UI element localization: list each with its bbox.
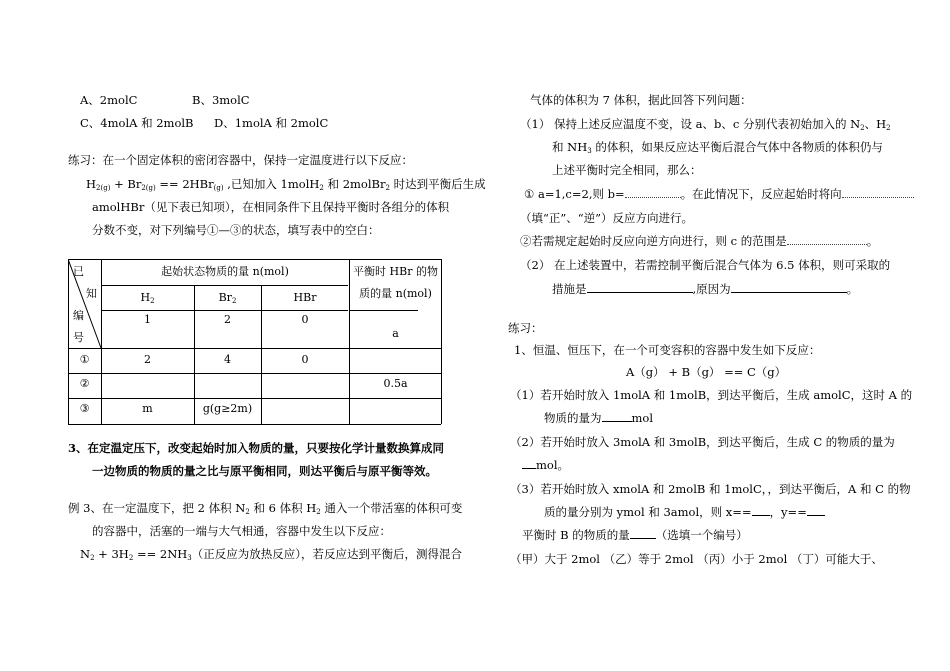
header-eq-hbr-line2: 质的量 n(mol) [359,287,432,300]
row1-br2: 4 [224,353,231,366]
answer-blank-c-range[interactable] [787,235,867,245]
option-c: C、4molA 和 2molB [80,116,194,130]
practice-line3: 分数不变，对下列编号①—③的状态，填写表中的空白： [92,223,380,237]
answer-blank-a-amount[interactable] [602,410,632,422]
row3-label: ③ [79,402,90,415]
row1-label: ① [79,353,90,366]
equilibrium-table [68,259,441,424]
p2-q3-line-a: （3）若开始时放入 xmolA 和 2molB 和 1molC，，到达平衡后，A 和 C 的物 [510,482,911,496]
header-start-amount: 起始状态物质的量 n(mol) [161,265,289,278]
example3-line1: 例 3、在一定温度下，把 2 体积 $N_2$ 和 6 体积 $H_2$ 通入一个带活塞的体积可变 [68,501,463,516]
q1-sub2-line: ②若需规定起始时反应向逆方向进行，则 c 的范围是 。 [520,234,879,248]
p2-q3-line-b: 质的量分别为 ymol 和 3amol，则 x== ，y== [544,504,825,520]
col-hbr: HBr [293,291,317,304]
row3-h2: m [142,402,153,415]
answer-blank-b[interactable] [625,188,681,198]
p2-q2-line-b: mol。 [522,457,569,473]
reaction-equation-line: $H_{2(g)} + Br_{2(g)} == 2HBr_{(g)}$ ,已知加入 1molH$_2$ 和 2molBr$_2$ 时达到平衡后生成 [86,177,486,192]
p2-q3-line-d: （甲）大于 2mol （乙）等于 2mol （丙）小于 2mol （丁）可能大于、 [510,552,883,566]
corner-label-zhi: 知 [86,287,97,300]
q1-line-c: 上述平衡时完全相同，那么： [552,163,702,177]
q1-line-b: 和 $NH_3$ 的体积，如果反应达平衡后混合气体中各物质的体积仍与 [552,140,883,155]
q1-sub1-line: ① a=1,c=2,则 b= 。在此情况下，反应起始时将向 [524,186,914,202]
col-h2: $H_2$ [140,291,155,305]
row1-hbr: 0 [301,353,309,366]
q1-sub1-line2: （填“正”、“逆”）反应方向进行。 [520,211,694,225]
known-hbr: 0 [301,313,309,326]
answer-blank-reason[interactable] [731,281,847,293]
answer-blank-c-amount[interactable] [522,457,536,469]
answer-blank-choice[interactable] [630,527,656,539]
answer-blank-x[interactable] [752,504,770,516]
answer-blank-y[interactable] [807,504,825,516]
practice2-title: 练习： [508,321,543,335]
right-line1: 气体的体积为 7 体积，据此回答下列问题： [530,93,752,107]
row3-br2: g(g≥2m) [202,402,253,415]
p2-q1-line-a: （1）若开始时放入 1molA 和 1molB，到达平衡后，生成 amolC，这时 A 的 [510,388,913,402]
point3-line1: 3、在定温定压下，改变起始时加入物质的量，只要按化学计量数换算成同 [68,441,444,455]
p2-q3-line-c: 平衡时 B 的物质的量 （选填一个编号） [522,528,748,542]
point3-line2: 一边物质的物质的量之比与原平衡相同，则达平衡后与原平衡等效。 [92,464,437,478]
example3-equation: $N_2 + 3H_2 == 2NH_3$（正反应为放热反应），若反应达到平衡后，测得混合 [80,547,463,562]
header-eq-hbr-line1: 平衡时 HBr 的物 [353,265,438,278]
col-br2: $Br_2$ [218,291,237,305]
option-a: A、2molC [80,93,138,107]
option-d: D、1molA 和 2molC [214,116,329,130]
row2-eq: 0.5a [383,377,408,390]
practice-intro: 练习：在一个固定体积的密闭容器中，保持一定温度进行以下反应： [68,153,413,167]
practice-line2: amolHBr（见下表已知项），在相同条件下且保持平衡时各组分的体积 [92,200,450,214]
answer-blank-measure[interactable] [587,281,693,293]
corner-label-bian: 编 [73,309,84,322]
known-br2: 2 [224,313,231,326]
known-eq: a [392,327,399,340]
answer-blank-direction[interactable] [842,188,914,198]
corner-label-yi: 已 [73,265,84,278]
row1-h2: 2 [144,353,151,366]
known-h2: 1 [144,313,151,326]
corner-label-hao: 号 [73,331,84,344]
q1-line-a: （1） 保持上述反应温度不变，设 a、b、c 分别代表初始加入的 $N_2$、$H_2$ [520,117,891,132]
q2-line-b: 措施是 ,原因为 。 [552,282,859,296]
p2-q2-line-a: （2）若开始时放入 3molA 和 3molB，到达平衡后，生成 C 的物质的量为 [510,435,895,449]
example3-line2: 的容器中，活塞的一端与大气相通，容器中发生以下反应： [92,524,391,538]
practice2-equation: A（g） + B（g） == C（g） [626,365,787,379]
practice2-line1: 1、恒温、恒压下，在一个可变容积的容器中发生如下反应： [514,343,821,357]
option-b: B、3molC [192,93,250,107]
q2-line-a: （2） 在上述装置中，若需控制平衡后混合气体为 6.5 体积，则可采取的 [520,258,891,272]
row2-label: ② [79,377,90,390]
p2-q1-line-b: 物质的量为 mol [544,411,654,425]
